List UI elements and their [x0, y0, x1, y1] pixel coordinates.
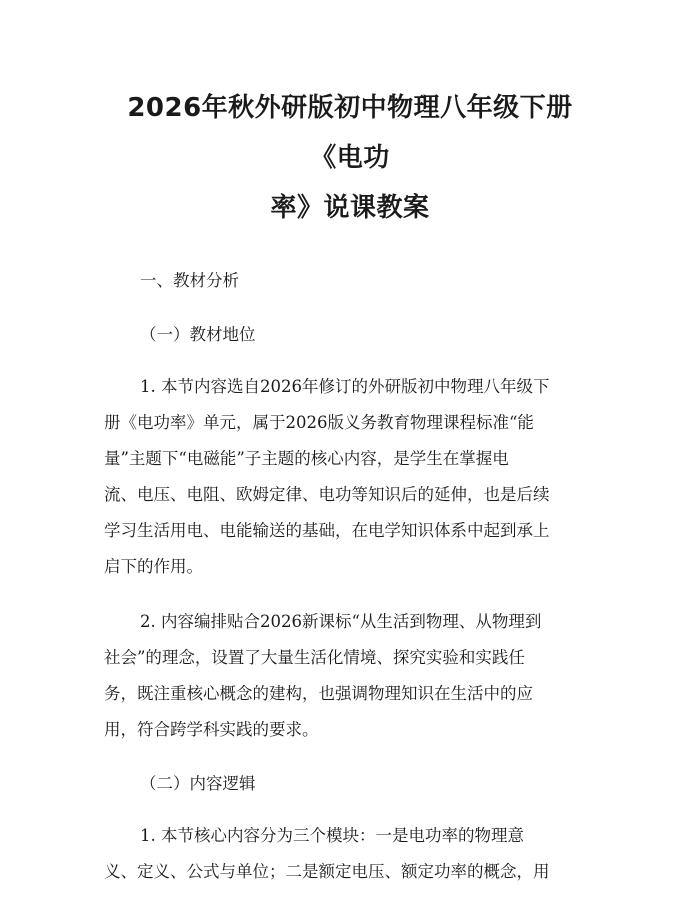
paragraph-3-line: 1. 本节核心内容分为三个模块：一是电功率的物理意: [140, 826, 524, 845]
paragraph-3: [104, 818, 596, 890]
paragraph-1-line: 量”主题下“电磁能”子主题的核心内容，是学生在掌握电: [104, 449, 509, 468]
paragraph-1-line: 启下的作用。: [104, 557, 203, 576]
title-line-1: 2026年秋外研版初中物理八年级下册《电功: [127, 93, 573, 173]
paragraph-1: [104, 369, 596, 585]
paragraph-2-line: 务，既注重核心概念的建构，也强调物理知识在生活中的应: [104, 684, 533, 703]
document-title: [104, 83, 596, 233]
paragraph-2-line: 社会”的理念，设置了大量生活化情境、探究实验和实践任: [104, 648, 525, 667]
paragraph-2: [104, 604, 596, 748]
title-line-2: 率》说课教案: [270, 193, 430, 223]
paragraph-2-line: 2. 内容编排贴合2026新课标“从生活到物理、从物理到: [140, 612, 542, 631]
paragraph-1-line: 流、电压、电阻、欧姆定律、电功等知识后的延伸，也是后续: [104, 485, 550, 504]
paragraph-3-line: 义、定义、公式与单位；二是额定电压、额定功率的概念，用: [104, 862, 550, 881]
subsection-heading-content-logic: （二）内容逻辑: [140, 774, 256, 793]
section-heading-textbook-analysis: 一、教材分析: [140, 271, 239, 290]
paragraph-1-line: 学习生活用电、电能输送的基础，在电学知识体系中起到承上: [104, 521, 550, 540]
subsection-heading-textbook-position: （一）教材地位: [140, 325, 256, 344]
paragraph-2-line: 用，符合跨学科实践的要求。: [104, 720, 319, 739]
paragraph-1-line: 1. 本节内容选自2026年修订的外研版初中物理八年级下: [140, 377, 550, 396]
paragraph-1-line: 册《电功率》单元，属于2026版义务教育物理课程标准“能: [104, 413, 534, 432]
